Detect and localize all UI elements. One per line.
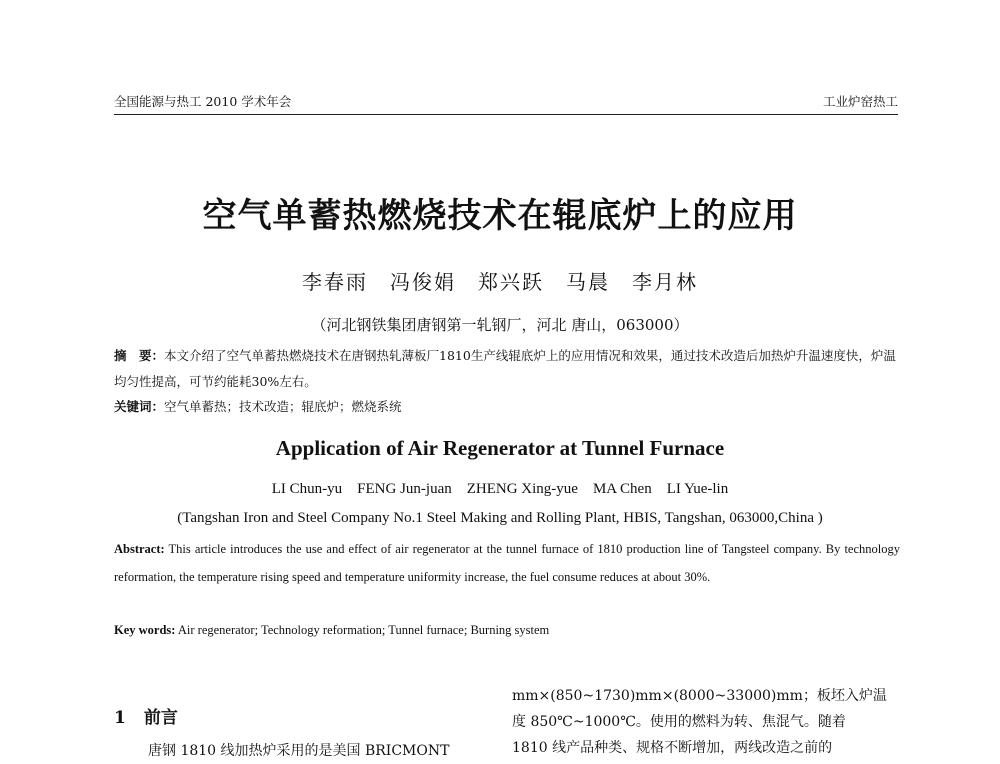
english-title: Application of Air Regenerator at Tunnel Furnace <box>275 436 725 460</box>
english-affiliation: (Tangshan Iron and Steel Company No.1 Steel Making and Rolling Plant, HBIS, Tangshan, 063000,China ) <box>177 510 823 526</box>
english-abstract <box>114 535 900 591</box>
running-header <box>114 90 898 115</box>
english-authors: LI Chun-yu FENG Jun-juan ZHENG Xing-yue MA Chen LI Yue-lin <box>271 481 729 497</box>
english-keywords-text: Air regenerator; Technology reformation; Tunnel furnace; Burning system <box>177 623 550 637</box>
body-right-line: 1810 线产品种类、规格不断增加，两线改造之前的 <box>512 740 833 756</box>
header-conference: 全国能源与热工 2010 学术年会 <box>114 94 292 109</box>
body-right-line: 度 850℃~1000℃。使用的燃料为转、焦混气。随着 <box>512 714 846 730</box>
english-keywords <box>114 620 900 640</box>
body-left-line: 唐钢 1810 线加热炉采用的是美国 BRICMONT <box>148 743 450 759</box>
chinese-affiliation: （河北钢铁集团唐钢第一轧钢厂，河北 唐山，063000） <box>311 316 689 334</box>
english-abstract-label: Abstract: <box>114 542 165 556</box>
chinese-title: 空气单蓄热燃烧技术在辊底炉上的应用 <box>202 196 798 236</box>
chinese-keywords-label: 关键词： <box>114 399 165 414</box>
english-keywords-label: Key words: <box>114 623 176 637</box>
body-right-line: mm×(850~1730)mm×(8000~33000)mm；板坯入炉温 <box>512 688 887 704</box>
chinese-abstract-label: 摘 要： <box>114 348 165 363</box>
header-section: 工业炉窑热工 <box>822 94 898 109</box>
english-abstract-text: This article introduces the use and effect of air regenerator at the tunnel furnace of 1810 production line of Tangsteel company. By technology reformation, the temperature rising speed and temperature uniformity increase, the fuel consume reduces at about 30%. <box>114 542 900 584</box>
chinese-abstract-text: 本文介绍了空气单蓄热燃烧技术在唐钢热轧薄板厂1810生产线辊底炉上的应用情况和效果，通过技术改造后加热炉升温速度快，炉温均匀性提高，可节约能耗30%左右。 <box>114 348 896 389</box>
body-right-column <box>512 683 902 761</box>
body-left-column <box>148 738 498 764</box>
chinese-keywords-text: 空气单蓄热；技术改造；辊底炉；燃烧系统 <box>164 399 402 414</box>
chinese-keywords <box>114 397 900 417</box>
section-title: 前言 <box>143 708 178 728</box>
chinese-abstract <box>114 343 900 395</box>
section-heading <box>114 703 178 728</box>
chinese-authors: 李春雨 冯俊娟 郑兴跃 马晨 李月林 <box>302 270 698 294</box>
section-number: 1 <box>114 708 126 728</box>
